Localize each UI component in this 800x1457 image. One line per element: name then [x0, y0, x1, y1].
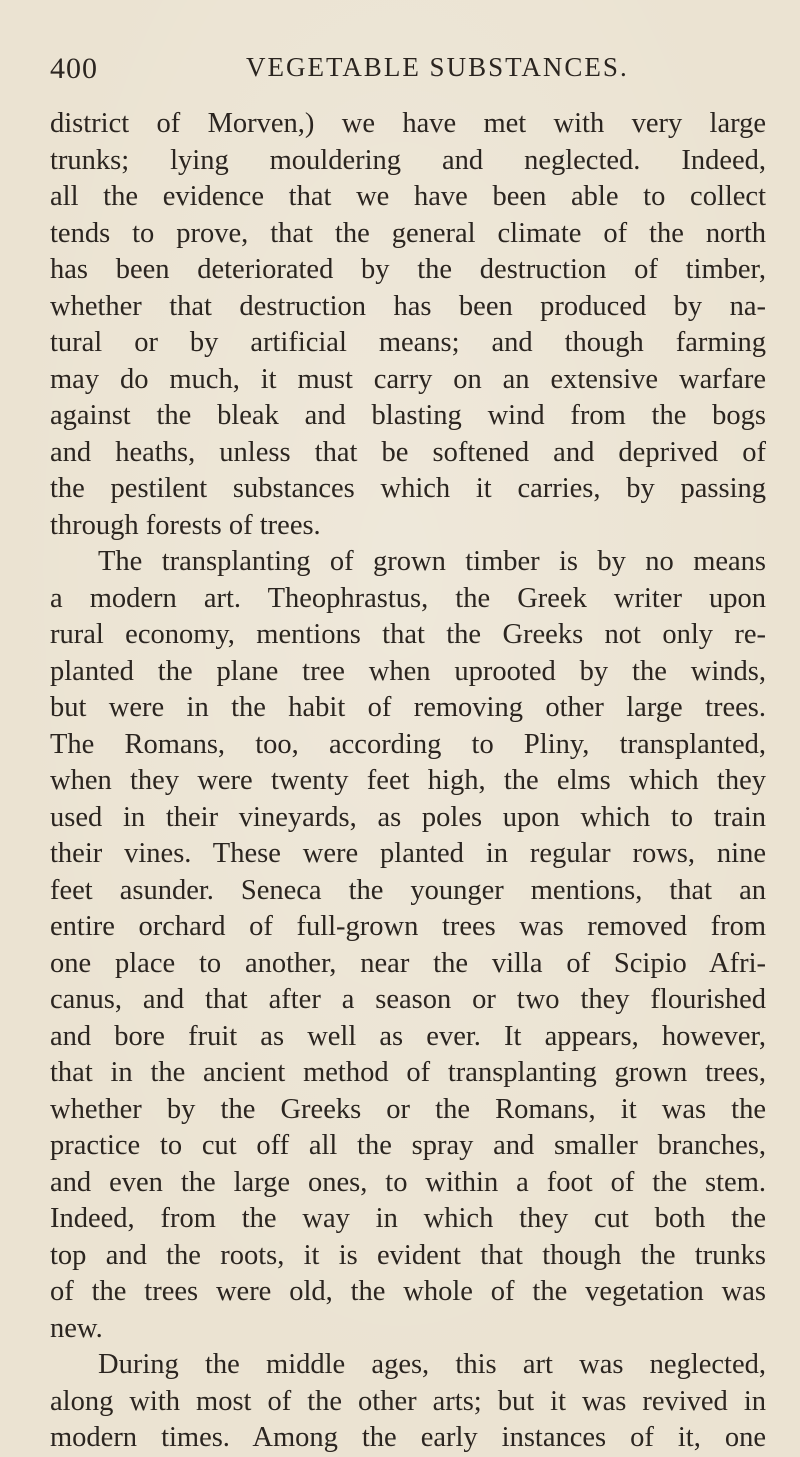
paragraph-end-line: through forests of trees.	[50, 509, 321, 541]
text-line: top and the roots, it is evident that though the trunks	[50, 1239, 766, 1271]
text-line: may do much, it must carry on an extensive warfare	[50, 363, 766, 395]
text-line: whether by the Greeks or the Romans, it was the	[50, 1093, 766, 1125]
text-line: The Romans, too, according to Pliny, transplanted,	[50, 728, 766, 760]
text-line: the pestilent substances which it carries, by passing	[50, 473, 766, 504]
text-line: feet asunder. Seneca the younger mentions, that an	[50, 874, 766, 906]
text-line: modern times. Among the early instances of it, one	[50, 1422, 766, 1453]
body-text	[50, 106, 766, 1457]
text-line: rural economy, mentions that the Greeks not only re-	[50, 619, 766, 650]
text-line: practice to cut off all the spray and smaller branches,	[50, 1130, 766, 1161]
text-line: canus, and that after a season or two they flourished	[50, 984, 766, 1015]
text-line: used in their vineyards, as poles upon which to train	[50, 801, 766, 833]
text-line: a modern art. Theophrastus, the Greek writer upon	[50, 582, 766, 614]
paragraph-start-line: The transplanting of grown timber is by no means	[98, 546, 766, 577]
text-line: against the bleak and blasting wind from the bogs	[50, 400, 766, 431]
text-line: whether that destruction has been produced by na-	[50, 290, 766, 322]
paragraph-start-line: During the middle ages, this art was neglected,	[98, 1349, 766, 1380]
text-line: tends to prove, that the general climate of the north	[50, 217, 766, 249]
text-line: all the evidence that we have been able to collect	[50, 181, 766, 212]
text-line: when they were twenty feet high, the elms which they	[50, 765, 766, 796]
running-title: VEGETABLE SUBSTANCES.	[246, 52, 629, 82]
text-line: that in the ancient method of transplanting grown trees,	[50, 1057, 766, 1088]
text-line: their vines. These were planted in regular rows, nine	[50, 838, 766, 869]
text-line: has been deteriorated by the destruction of timber,	[50, 254, 766, 285]
text-line: one place to another, near the villa of Scipio Afri-	[50, 947, 766, 979]
text-line: trunks; lying mouldering and neglected. Indeed,	[50, 144, 766, 176]
text-line: and bore fruit as well as ever. It appears, however,	[50, 1020, 766, 1052]
text-line: planted the plane tree when uprooted by the winds,	[50, 655, 766, 687]
text-line: along with most of the other arts; but it was revived in	[50, 1385, 766, 1417]
text-line: but were in the habit of removing other large trees.	[50, 692, 766, 723]
text-line: district of Morven,) we have met with very large	[50, 108, 766, 139]
text-line: and even the large ones, to within a foot of the stem.	[50, 1166, 766, 1198]
text-line: of the trees were old, the whole of the vegetation was	[50, 1276, 766, 1307]
text-line: and heaths, unless that be softened and deprived of	[50, 436, 766, 468]
paragraph-end-line: new.	[50, 1312, 103, 1344]
text-line: entire orchard of full-grown trees was removed from	[50, 911, 766, 942]
running-head	[50, 52, 764, 96]
text-line: tural or by artificial means; and though farming	[50, 327, 766, 358]
page-number: 400	[50, 52, 98, 85]
text-line: Indeed, from the way in which they cut both the	[50, 1203, 766, 1234]
